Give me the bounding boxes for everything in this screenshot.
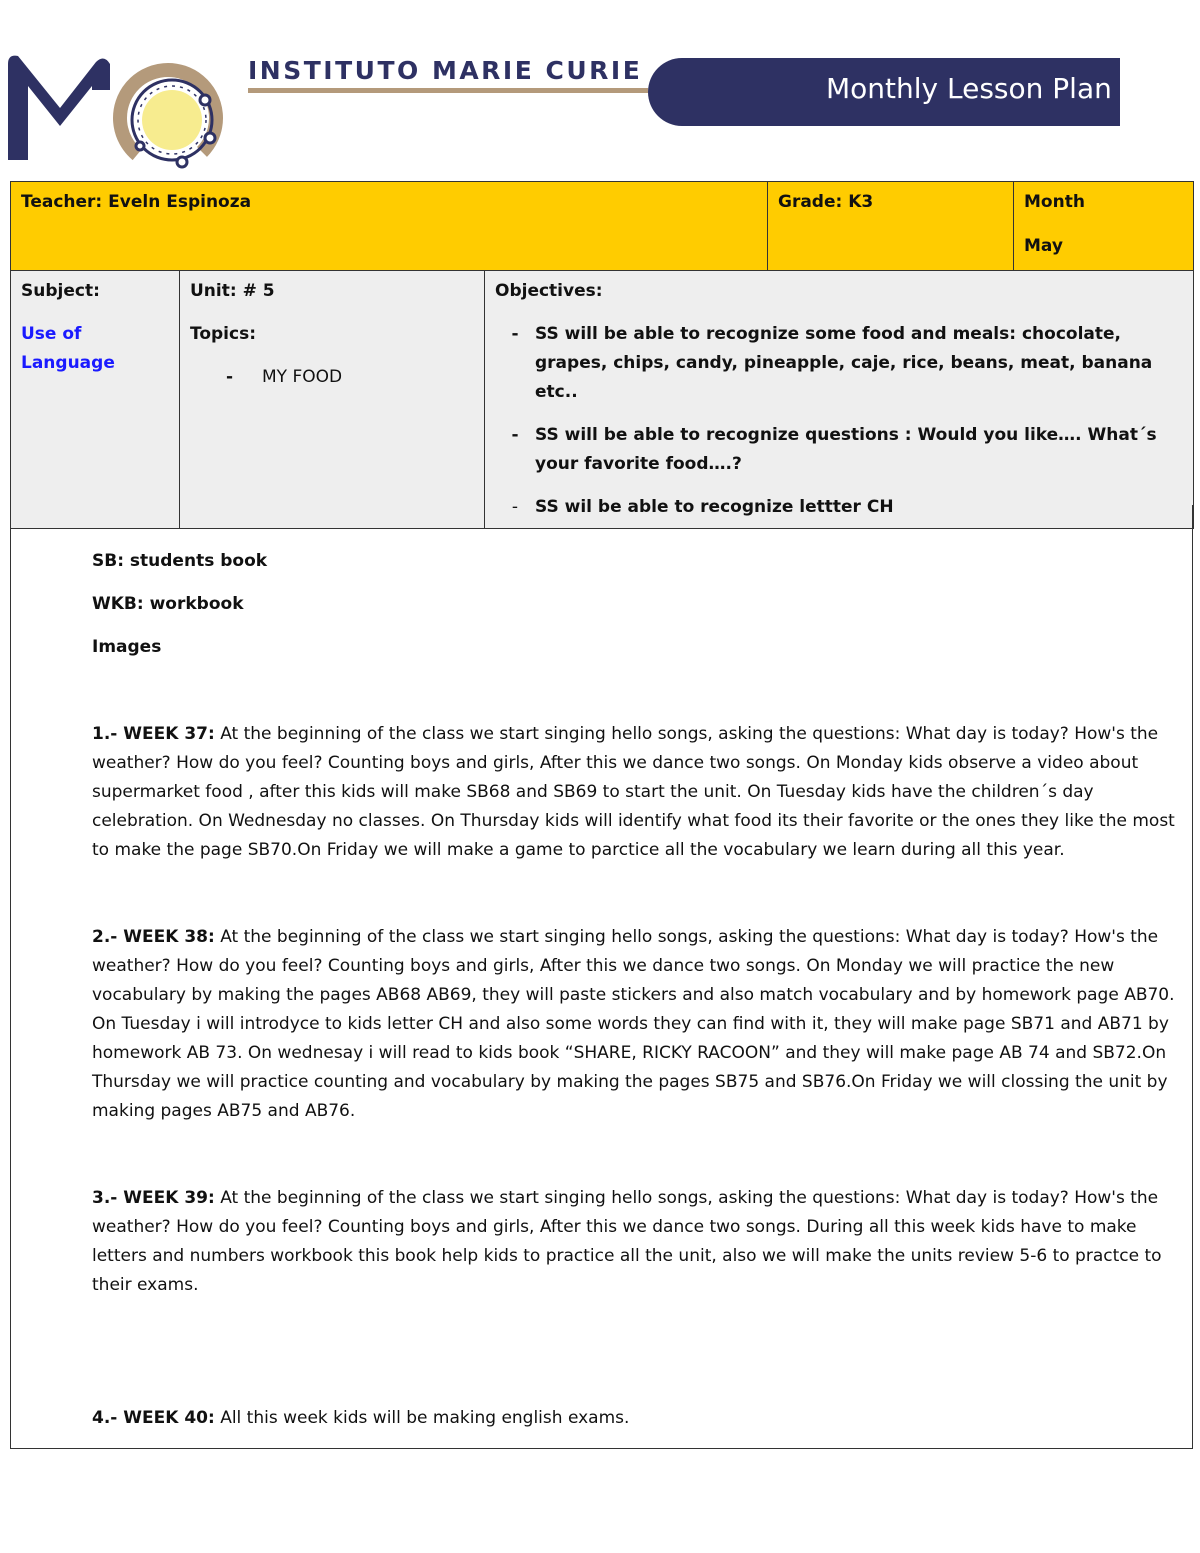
info-row — [11, 182, 1194, 271]
week-39-paragraph — [92, 1184, 1177, 1300]
objective-text: SS will be able to recognize some food and meals: chocolate, grapes, chips, candy, pineapple, caje, rice, beans, meat, banana etc.. — [535, 324, 1153, 402]
topic-dash: - — [226, 367, 234, 387]
resource-item: Images — [92, 637, 162, 657]
week-label: 4.- WEEK 40: — [92, 1408, 215, 1428]
unit-label: Unit: # 5 — [190, 281, 275, 301]
mc-logo-icon — [0, 50, 230, 170]
objective-item — [495, 320, 1183, 407]
institute-name: INSTITUTO MARIE CURIE — [248, 56, 643, 85]
teacher-cell: Teacher: Eveln Espinoza — [11, 182, 768, 271]
week-text: At the beginning of the class we start singing hello songs, asking the questions: What day is today? How's the weather? How do you feel? Counting boys and girls, After this we dance two songs. On Monday kids observe a video about supermarket food , after this kids will make SB68 and SB69 to start the unit. On Tuesday kids have the children´s day celebration. On Wednesday no classes. On Thursday kids will identify what food its their favorite or the ones they like the most to make the page SB70.On Friday we will make a game to parctice all the vocabulary we learn during all this year. — [92, 724, 1175, 860]
week-label: 1.- WEEK 37: — [92, 724, 215, 744]
month-value: May — [1024, 236, 1063, 256]
week-text: At the beginning of the class we start singing hello songs, asking the questions: What day is today? How's the weather? How do you feel? Counting boys and girls, After this we dance two songs. On Monday we will practice the new vocabulary by making the pages AB68 AB69, they will paste stickers and also match vocabulary and by homework page AB70. On Tuesday i will introdyce to kids letter CH and also some words they can find with it, they will make page SB71 and AB71 by homework AB 73. On wednesay i will read to kids book “SHARE, RICKY RACOON” and they will make page AB 74 and SB72.On Thursday we will practice counting and vocabulary by making the pages SB75 and SB76.On Friday we will clossing the unit by making pages AB75 and AB76. — [92, 927, 1175, 1121]
week-40-paragraph — [92, 1404, 1177, 1433]
objective-text: SS wil be able to recognize lettter CH — [535, 497, 894, 517]
subject-value: Use of Language — [21, 324, 115, 373]
lesson-plan-table — [10, 181, 1194, 529]
week-text: All this week kids will be making english exams. — [214, 1408, 630, 1428]
week-text: At the beginning of the class we start singing hello songs, asking the questions: What day is today? How's the weather? How do you feel? Counting boys and girls, After this we dance two songs. During all this week kids have to make letters and numbers workbook this book help kids to practice all the unit, also we will make the units review 5-6 to practce to their exams. — [92, 1188, 1162, 1295]
unit-cell — [180, 271, 485, 529]
resource-item: WKB: workbook — [92, 594, 244, 614]
topic-item — [190, 363, 474, 392]
week-38-paragraph — [92, 923, 1177, 1126]
objective-dash: - — [511, 497, 519, 517]
objective-item — [495, 421, 1183, 479]
grade-cell: Grade: K3 — [768, 182, 1014, 271]
lesson-content — [10, 505, 1193, 1449]
objective-dash: - — [511, 324, 519, 344]
week-label: 2.- WEEK 38: — [92, 927, 215, 947]
banner-title: Monthly Lesson Plan — [826, 72, 1112, 105]
subject-cell — [11, 271, 180, 529]
objective-text: SS will be able to recognize questions : Would you like…. What´s your favorite food….? — [535, 425, 1157, 474]
month-label: Month — [1024, 192, 1085, 212]
subject-label: Subject: — [21, 281, 100, 301]
details-row — [11, 271, 1194, 529]
content-body — [92, 547, 1177, 1433]
month-cell — [1014, 182, 1194, 271]
week-37-paragraph — [92, 720, 1177, 865]
topics-label: Topics: — [190, 324, 257, 344]
header — [0, 0, 1200, 180]
topic-text: MY FOOD — [262, 367, 343, 387]
resource-item: SB: students book — [92, 551, 268, 571]
objectives-cell — [485, 271, 1194, 529]
week-label: 3.- WEEK 39: — [92, 1188, 215, 1208]
objective-dash: - — [511, 425, 519, 445]
institute-underline — [248, 88, 648, 93]
objectives-label: Objectives: — [495, 281, 603, 301]
